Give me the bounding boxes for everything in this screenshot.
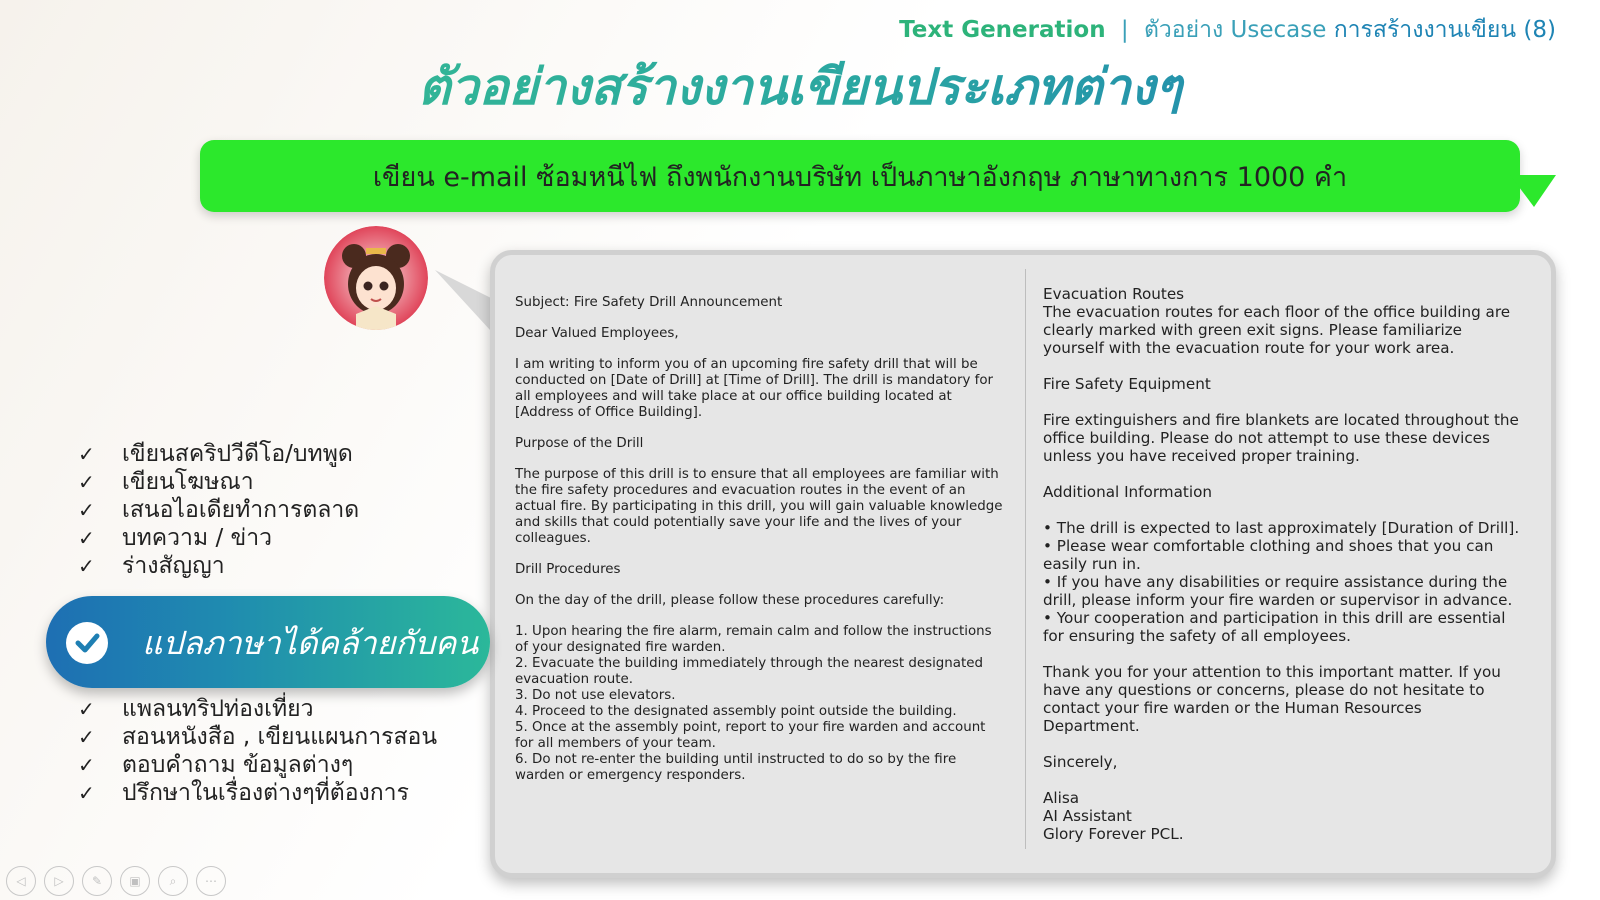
highlight-feature-pill [46, 596, 490, 688]
email-response-card [490, 250, 1556, 878]
feature-label: ปรึกษาในเรื่องต่างๆที่ต้องการ [122, 780, 409, 806]
feature-item [78, 751, 437, 779]
ai-avatar-icon [324, 226, 428, 330]
email-paragraph: Additional Information [1043, 483, 1212, 501]
more-icon[interactable]: ⋯ [196, 866, 226, 896]
check-icon: ✓ [78, 753, 95, 777]
check-icon: ✓ [78, 697, 95, 721]
prompt-bubble-tail [1510, 175, 1570, 215]
email-paragraph: Fire Safety Equipment [1043, 375, 1211, 393]
feature-item [78, 524, 359, 552]
header-category: Text Generation [899, 17, 1106, 43]
check-icon: ✓ [78, 442, 95, 466]
check-circle-icon [66, 622, 108, 664]
header-subtitle-light: ตัวอย่าง Usecase [1143, 17, 1327, 43]
feature-label: เสนอไอเดียทำการตลาด [122, 497, 360, 523]
slides-icon[interactable]: ▣ [120, 866, 150, 896]
column-divider [1025, 269, 1026, 849]
email-paragraph: The purpose of this drill is to ensure that all employees are familiar with the fire safety procedures and evacuation routes in the event of an actual fire. By participating in this drill, you will gain valuable knowledge and skills that could potentially save your life and the lives of your colleagues. [515, 467, 1003, 546]
email-paragraph: I am writing to inform you of an upcoming fire safety drill that will be conducted on [Date of Drill] at [Time of Drill]. The drill is mandatory for all employees and will take place at our office building located at [Address of Office Building]. [515, 357, 994, 420]
email-left-column [515, 295, 1005, 799]
email-paragraph: Alisa AI Assistant Glory Forever PCL. [1043, 789, 1184, 843]
email-paragraph: On the day of the drill, please follow these procedures carefully: [515, 593, 945, 608]
feature-item [78, 552, 359, 580]
feature-label: เขียนสคริปวีดีโอ/บทพูด [122, 441, 353, 467]
email-paragraph: Dear Valued Employees, [515, 326, 679, 341]
slide-header [899, 12, 1556, 48]
header-separator: | [1120, 17, 1129, 43]
feature-label: สอนหนังสือ , เขียนแผนการสอน [122, 724, 438, 750]
avatar [324, 226, 428, 330]
feature-label: ตอบคำถาม ข้อมูลต่างๆ [122, 752, 354, 778]
email-paragraph: Fire extinguishers and fire blankets are located throughout the office building. Please do not attempt to use these devices unless you have received proper training. [1043, 411, 1519, 465]
email-paragraph: Purpose of the Drill [515, 436, 644, 451]
feature-item [78, 468, 359, 496]
email-right-column [1043, 285, 1523, 861]
prompt-bubble [200, 140, 1520, 212]
email-paragraph: Drill Procedures [515, 562, 621, 577]
feature-label: บทความ / ข่าว [122, 525, 273, 551]
feature-label: แพลนทริปท่องเที่ยว [122, 696, 314, 722]
prev-icon[interactable]: ◁ [6, 866, 36, 896]
next-icon[interactable]: ▷ [44, 866, 74, 896]
prompt-text: เขียน e-mail ซ้อมหนีไฟ ถึงพนักงานบริษัท เป็นภาษาอังกฤษ ภาษาทางการ 1000 คำ [372, 161, 1348, 193]
email-paragraph: Evacuation Routes The evacuation routes for each floor of the office building are clearly marked with green exit signs. Please familiarize yourself with the evacuation route for your work area. [1043, 285, 1511, 357]
check-icon: ✓ [78, 470, 95, 494]
feature-item [78, 695, 437, 723]
email-paragraph: 1. Upon hearing the fire alarm, remain calm and follow the instructions of your designated fire warden. 2. Evacuate the building immediately through the nearest designated evacuation route. 3. Do not use elevators. 4. Proceed to the designated assembly point outside the building. 5. Once at the assembly point, report to your fire warden and account for all members of your team. 6. Do not re-enter the building until instructed to do so by the fire warden or emergency responders. [515, 624, 992, 783]
check-icon: ✓ [78, 498, 95, 522]
feature-label: ร่างสัญญา [122, 553, 225, 579]
check-icon: ✓ [78, 781, 95, 805]
zoom-icon[interactable]: ⌕ [158, 866, 188, 896]
highlight-feature-text: แปลภาษาได้คล้ายกับคน [142, 624, 479, 662]
check-icon: ✓ [78, 526, 95, 550]
feature-label: เขียนโฆษณา [122, 469, 254, 495]
check-icon: ✓ [78, 725, 95, 749]
email-paragraph: Thank you for your attention to this important matter. If you have any questions or concerns, please do not hesitate to contact your fire warden or the Human Resources Department. [1043, 663, 1501, 735]
pen-icon[interactable]: ✎ [82, 866, 112, 896]
email-paragraph: Sincerely, [1043, 753, 1118, 771]
feature-item [78, 779, 437, 807]
feature-item [78, 496, 359, 524]
feature-list-bottom [78, 695, 437, 807]
email-paragraph: Subject: Fire Safety Drill Announcement [515, 295, 783, 310]
email-paragraph: • The drill is expected to last approximately [Duration of Drill]. • Please wear comfortable clothing and shoes that you can easily run in. • If you have any disabilities or require assistance during the drill, please inform your fire warden or supervisor in advance. • Your cooperation and participation in this drill are essential for ensuring the safety of all employees. [1043, 519, 1520, 645]
page-title: ตัวอย่างสร้างงานเขียนประเภทต่างๆ [0, 48, 1600, 127]
check-icon: ✓ [78, 554, 95, 578]
header-subtitle-blue: การสร้างงานเขียน (8) [1333, 17, 1556, 43]
slide-nav-controls [6, 866, 226, 896]
feature-item [78, 440, 359, 468]
feature-item [78, 723, 437, 751]
feature-list-top [78, 440, 359, 580]
